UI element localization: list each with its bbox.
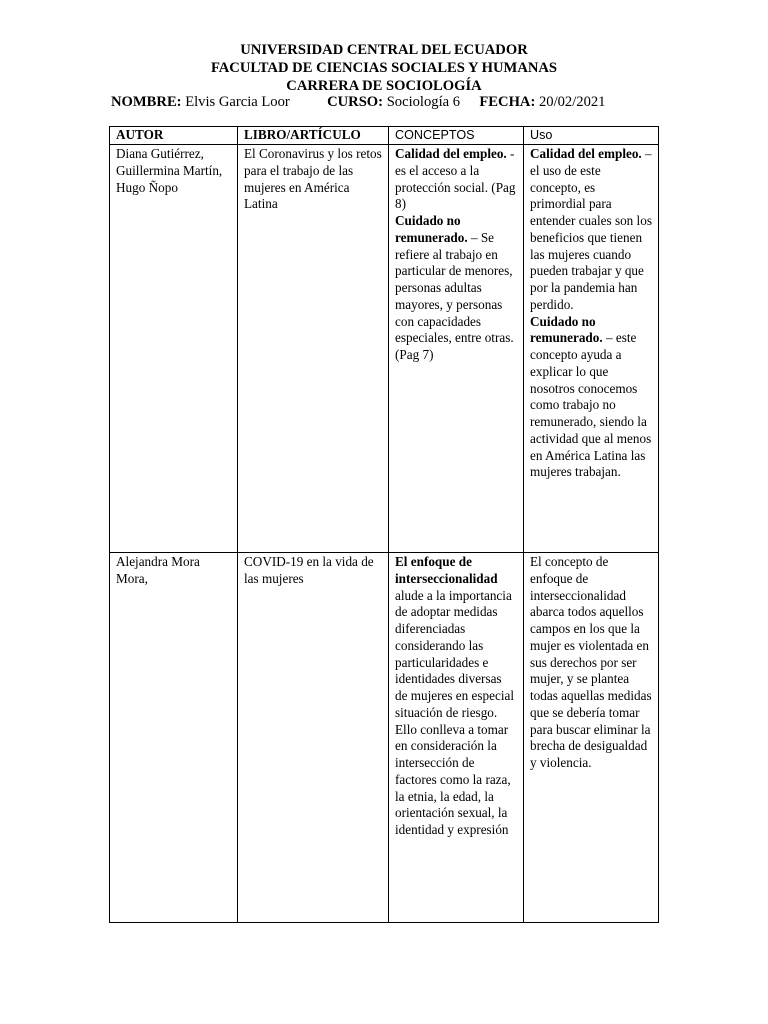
date-label: FECHA: — [479, 94, 536, 110]
concept-title: Cuidado no remunerado. — [395, 213, 468, 245]
date-value: 20/02/2021 — [538, 94, 606, 110]
cell-libro: El Coronavirus y los retos para el trabajo de las mujeres en América Latina — [238, 145, 389, 553]
name-value: Elvis Garcia Loor — [185, 94, 290, 110]
cell-autor: Diana Gutiérrez, Guillermina Martín, Hugo Ñopo — [110, 145, 238, 553]
concept-text: - es el acceso a la protección social. (Pag 8) — [395, 146, 516, 212]
career-name: CARRERA DE SOCIOLOGÍA — [286, 78, 482, 94]
document-header — [0, 41, 768, 95]
col-header-uso: Uso — [524, 127, 659, 145]
faculty-name: FACULTAD DE CIENCIAS SOCIALES Y HUMANAS — [210, 60, 558, 76]
uso-text: – el uso de este concepto, es primordial para entender cuales son los beneficios que tienen las mujeres cuando pueden trabajar y que por la pandemia han perdido. — [530, 146, 652, 312]
cell-uso: El concepto de enfoque de interseccionalidad abarca todos aquellos campos en los que la mujer es violentada en sus derechos por ser mujer, y se plantea todas aquellas medidas que se debería tomar para buscar eliminar la brecha de desigualdad y violencia. — [524, 553, 659, 923]
cell-libro: COVID-19 en la vida de las mujeres — [238, 553, 389, 923]
concept-title: Calidad del empleo. — [395, 146, 507, 161]
uso-title: Calidad del empleo. — [530, 146, 642, 161]
table-row — [110, 145, 659, 553]
student-info — [111, 93, 671, 111]
table-row — [110, 553, 659, 923]
concept-text: alude a la importancia de adoptar medidas diferenciadas considerando las particularidades e identidades diversas de mujeres en especial situación de riesgo. Ello conlleva a tomar en consideración la intersección de factores como la raza, la etnia, la edad, la orientación sexual, la identidad y expresión — [395, 587, 514, 837]
course-value: Sociología 6 — [386, 94, 461, 110]
cell-autor: Alejandra Mora Mora, — [110, 553, 238, 923]
cell-uso — [524, 145, 659, 553]
uso-text: – este concepto ayuda a explicar lo que nosotros conocemos como trabajo no remunerado, siendo la actividad que al menos en América Latina las mujeres trabajan. — [530, 330, 652, 480]
col-header-conceptos: CONCEPTOS — [389, 127, 524, 145]
col-header-libro: LIBRO/ARTÍCULO — [238, 127, 389, 145]
cell-conceptos — [389, 145, 524, 553]
uso-title: Cuidado no remunerado. — [530, 313, 603, 346]
cell-conceptos — [389, 553, 524, 923]
name-label: NOMBRE: — [111, 94, 182, 110]
table-header-row — [110, 127, 659, 145]
col-header-autor: AUTOR — [110, 127, 238, 145]
course-label: CURSO: — [327, 94, 384, 110]
concepts-table — [109, 126, 659, 923]
concept-title: El enfoque de interseccionalidad — [395, 554, 498, 586]
concept-text: – Se refiere al trabajo en particular de menores, personas adultas mayores, y personas con capacidades especiales, entre otras. (Pag 7) — [395, 229, 514, 362]
university-name: UNIVERSIDAD CENTRAL DEL ECUADOR — [240, 42, 528, 58]
